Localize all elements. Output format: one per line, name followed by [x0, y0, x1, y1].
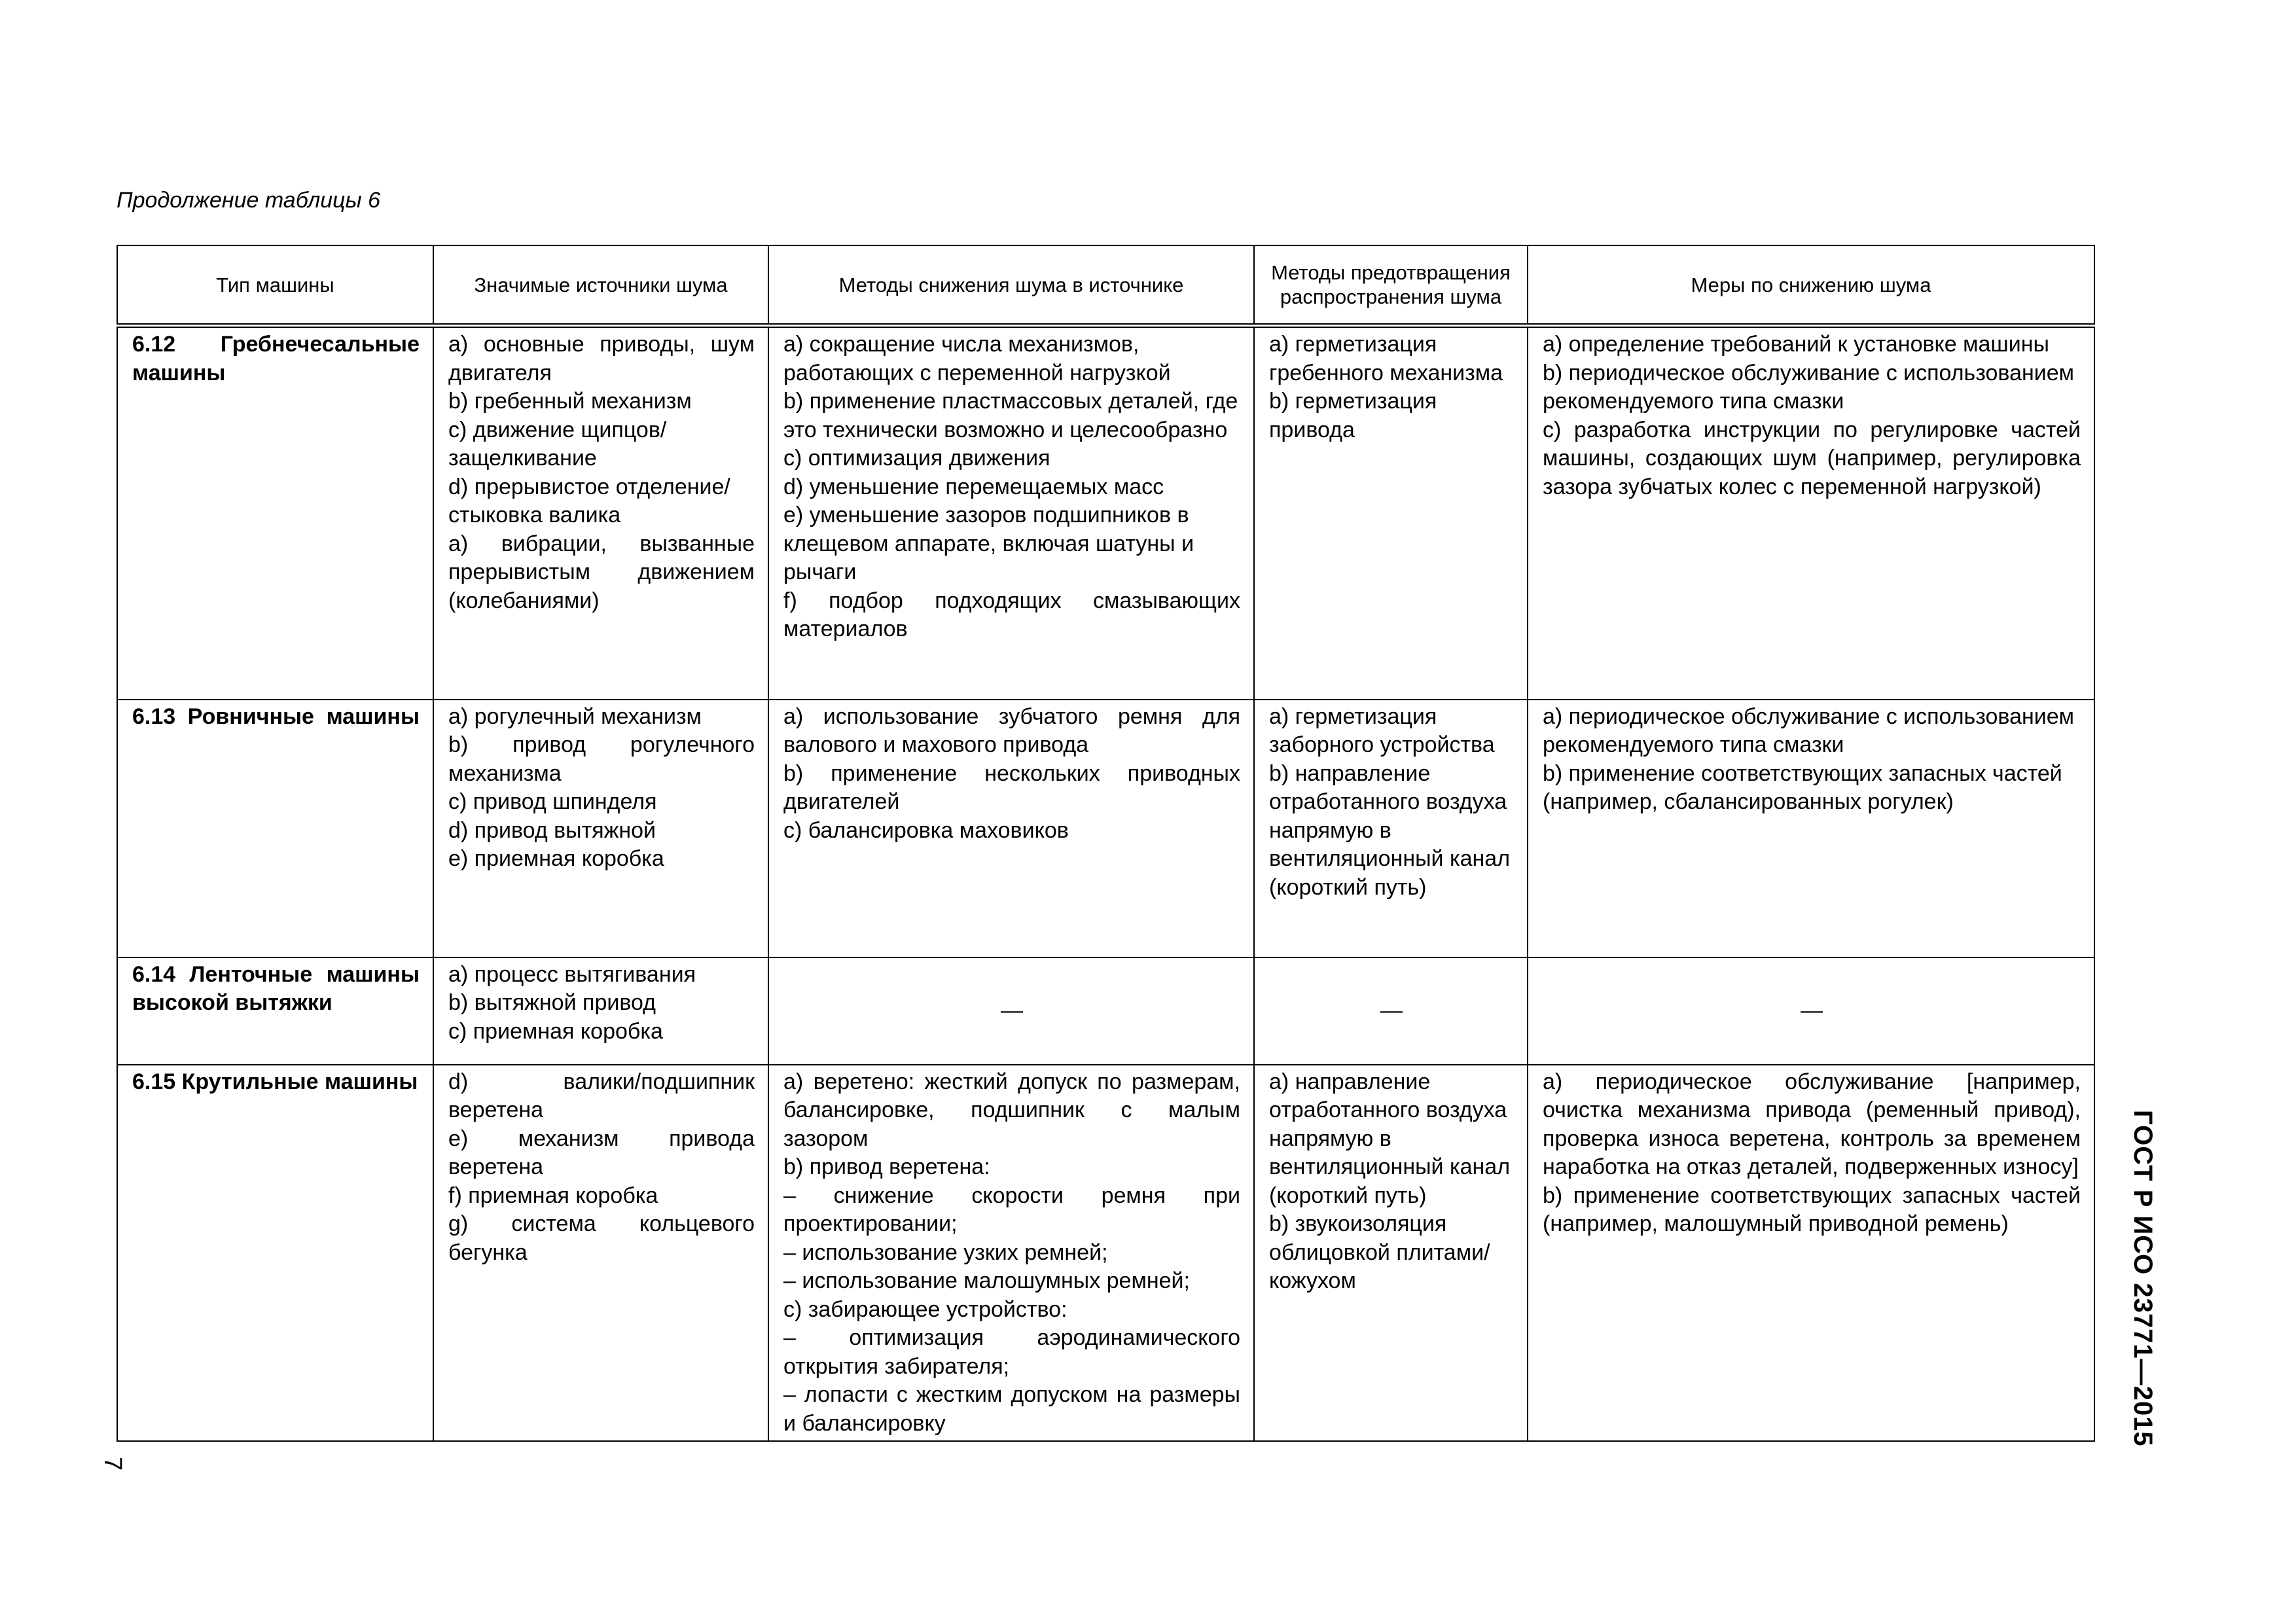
empty-dash: — [1001, 997, 1023, 1023]
list-item: b) герметизация привода [1269, 389, 1437, 442]
list-item: e) механизм привода веретена [448, 1126, 755, 1179]
page-number: 7 [99, 1457, 126, 1471]
table-caption: Продолжение таблицы 6 [117, 188, 380, 213]
list-item: a) герметизация гребенного механизма [1269, 332, 1503, 385]
propagation-cell [1254, 957, 1528, 1065]
list-item: c) оптимизация движения [783, 446, 1050, 471]
list-item: f) подбор подходящих смазывающих материалов [783, 588, 1240, 641]
noise-sources-cell [433, 957, 768, 1065]
list-item: b) вытяжной привод [448, 990, 656, 1015]
list-item: a) определение требований к установке машины [1543, 332, 2049, 357]
list-item: a) периодическое обслуживание с использованием рекомендуемого типа смазки [1543, 704, 2075, 757]
list-item: – использование узких ремней; [783, 1240, 1108, 1265]
noise-sources-cell [433, 326, 768, 700]
list-item: b) периодическое обслуживание с использованием рекомендуемого типа смазки [1543, 360, 2075, 414]
machine-type: 6.15 Крутильные машины [132, 1069, 418, 1094]
list-item: a) герметизация заборного устройства [1269, 704, 1495, 757]
propagation-cell [1254, 1065, 1528, 1442]
noise-sources-cell [433, 1065, 768, 1442]
header-machine-type: Тип машины [117, 245, 433, 326]
list-item: b) привод веретена: [783, 1154, 990, 1179]
list-item: a) направление отработанного воздуха напрямую в вентиляционный канал (короткий путь) [1269, 1069, 1511, 1208]
table-row [117, 1065, 2094, 1442]
list-item: d) привод вытяжной [448, 817, 656, 843]
empty-dash: — [1380, 997, 1403, 1023]
list-item: c) приемная коробка [448, 1018, 663, 1044]
list-item: b) применение нескольких приводных двигателей [783, 760, 1240, 814]
header-measures: Меры по снижению шума [1528, 245, 2094, 326]
list-item: g) система кольцевого бегунка [448, 1211, 755, 1265]
source-methods-cell [768, 1065, 1254, 1442]
table-header-row [117, 245, 2094, 326]
measures-cell [1528, 1065, 2094, 1442]
source-methods-cell [768, 700, 1254, 957]
empty-dash: — [1801, 997, 1823, 1023]
list-item: b) направление отработанного воздуха напрямую в вентиляционный канал (короткий путь) [1269, 760, 1511, 900]
list-item: d) валики/подшипник веретена [448, 1069, 755, 1122]
list-item: c) привод шпинделя [448, 789, 657, 814]
list-item: e) приемная коробка [448, 846, 664, 871]
table-row [117, 326, 2094, 700]
measures-cell [1528, 700, 2094, 957]
list-item: c) балансировка маховиков [783, 817, 1069, 843]
source-methods-cell [768, 957, 1254, 1065]
measures-cell [1528, 326, 2094, 700]
list-item: d) прерывистое отделение/стыковка валика [448, 474, 730, 527]
machine-type-cell [117, 700, 433, 957]
list-item: a) периодическое обслуживание [например, очистка механизма привода (ременный привод), проверка износа веретена, контроль за временем наработка на отказ деталей, подверженных износу] [1543, 1069, 2081, 1179]
table-row [117, 700, 2094, 957]
header-noise-sources: Значимые источники шума [433, 245, 768, 326]
table-row [117, 957, 2094, 1065]
list-item: e) уменьшение зазоров подшипников в клещевом аппарате, включая шатуны и рычаги [783, 503, 1194, 584]
machine-type: 6.13 Ровничные машины [132, 704, 420, 729]
propagation-cell [1254, 326, 1528, 700]
list-item: b) привод рогулечного механизма [448, 732, 755, 786]
machine-type-cell [117, 326, 433, 700]
list-item: a) веретено: жесткий допуск по размерам, балансировке, подшипник с малым зазором [783, 1069, 1240, 1151]
measures-cell [1528, 957, 2094, 1065]
list-item: b) применение соответствующих запасных частей (например, сбалансированных рогулек) [1543, 760, 2062, 814]
list-item: f) приемная коробка [448, 1183, 658, 1208]
header-propagation-methods: Методы предотвращения распространения шума [1254, 245, 1528, 326]
machine-type: 6.14 Ленточные машины высокой вытяжки [132, 961, 420, 1015]
list-item: – лопасти с жестким допуском на размеры и балансировку [783, 1382, 1240, 1436]
list-item: c) забирающее устройство: [783, 1296, 1067, 1322]
list-item: a) рогулечный механизм [448, 704, 702, 729]
machine-type: 6.12 Гребнечесальные машины [132, 332, 420, 385]
list-item: b) применение пластмассовых деталей, где это технически возможно и целесообразно [783, 389, 1238, 442]
list-item: – оптимизация аэродинамического открытия забирателя; [783, 1325, 1240, 1379]
document-standard-title: ГОСТ Р ИСО 23771—2015 [2128, 1110, 2157, 1447]
propagation-cell [1254, 700, 1528, 957]
noise-reduction-table [117, 245, 2095, 1442]
list-item: a) сокращение числа механизмов, работающих с переменной нагрузкой [783, 332, 1171, 385]
list-item: d) уменьшение перемещаемых масс [783, 474, 1164, 499]
list-item: – снижение скорости ремня при проектировании; [783, 1183, 1240, 1236]
list-item: – использование малошумных ремней; [783, 1268, 1190, 1293]
list-item: c) движение щипцов/защелкивание [448, 417, 667, 471]
list-item: b) звукоизоляция облицовкой плитами/кожухом [1269, 1211, 1490, 1293]
list-item: a) вибрации, вызванные прерывистым движением (колебаниями) [448, 531, 755, 613]
machine-type-cell [117, 957, 433, 1065]
machine-type-cell [117, 1065, 433, 1442]
source-methods-cell [768, 326, 1254, 700]
list-item: a) процесс вытягивания [448, 961, 696, 987]
list-item: c) разработка инструкции по регулировке частей машины, создающих шум (например, регулировка зазора зубчатых колес с переменной нагрузкой) [1543, 417, 2081, 499]
list-item: a) использование зубчатого ремня для валового и махового привода [783, 704, 1240, 757]
list-item: a) основные приводы, шум двигателя [448, 332, 755, 385]
list-item: b) применение соответствующих запасных частей (например, малошумный приводной ремень) [1543, 1183, 2081, 1236]
header-source-methods: Методы снижения шума в источнике [768, 245, 1254, 326]
noise-sources-cell [433, 700, 768, 957]
list-item: b) гребенный механизм [448, 389, 692, 414]
